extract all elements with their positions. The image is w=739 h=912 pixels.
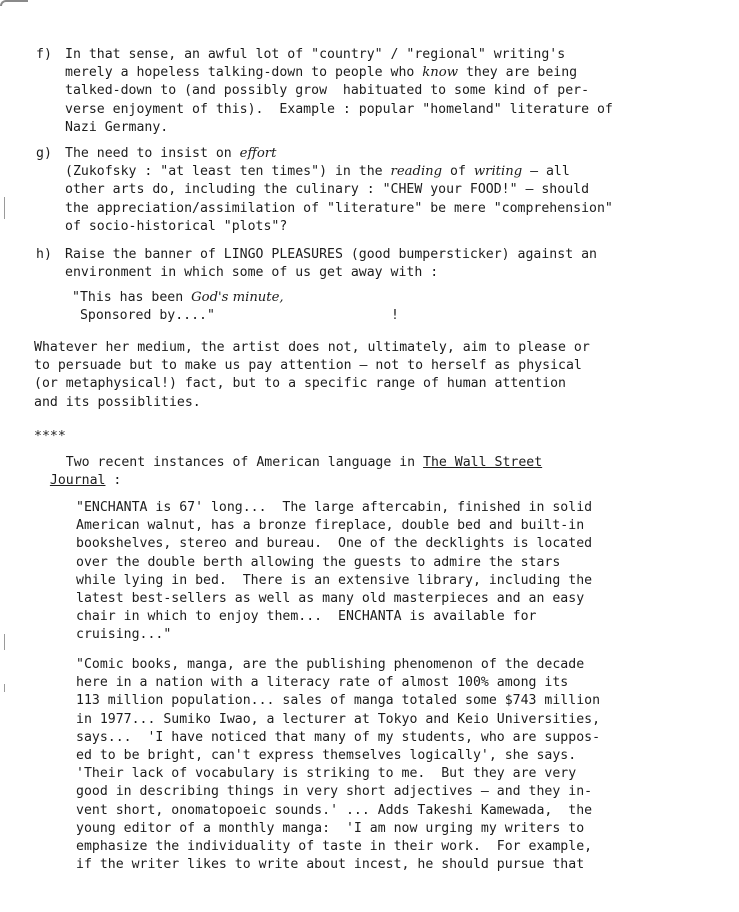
text-line: young editor of a monthly manga: 'I am now urging my writers to (76, 820, 585, 836)
text-line: over the double berth allowing the guests to admire the stars (76, 554, 561, 570)
margin-mark (4, 197, 5, 219)
quote-manga (76, 656, 600, 874)
text-line: 'Their lack of vocabulary is striking to me. But they are very (76, 766, 577, 782)
text-line (34, 472, 542, 490)
underlined-run: Journal (49, 473, 106, 489)
text-run: Sponsored by...." (72, 308, 215, 324)
section-separator (34, 428, 66, 446)
text-line: "ENCHANTA is 67' long... The large aftercabin, finished in solid (76, 500, 593, 515)
italic-run: effort (239, 146, 277, 161)
text-line: chair in which to enjoy them... ENCHANTA is available for (76, 609, 537, 625)
text-line: the appreciation/assimilation of "literature" be mere "comprehension" (65, 200, 613, 216)
sponsor-quote (72, 289, 399, 325)
text-line: ed to be bright, can't express themselves logically', she says. (76, 748, 577, 764)
text-line: Whatever her medium, the artist does not, ultimately, aim to please or (34, 340, 590, 355)
text-run: merely a hopeless talking-down to people who (65, 65, 423, 81)
text-line: environment in which some of us get away with : (65, 265, 439, 281)
margin-mark (4, 634, 5, 650)
closing-paragraph (34, 339, 590, 412)
text-line: Nazi Germany. (65, 119, 169, 135)
text-line (65, 64, 613, 82)
text-line: cruising..." (76, 627, 172, 643)
text-line: of socio-historical "plots"? (65, 218, 288, 234)
text-line: 113 million population... sales of manga totaled some $743 million (76, 693, 601, 709)
text-line: Raise the banner of LINGO PLEASURES (good bumpersticker) against an (65, 247, 597, 262)
item-marker: g) (36, 146, 52, 161)
item-marker: f) (36, 47, 52, 62)
text-run: they are being (458, 65, 578, 81)
quote-enchanta (76, 499, 592, 645)
text-line (65, 145, 613, 163)
text-line: other arts do, including the culinary : "CHEW your FOOD!" — should (65, 182, 590, 198)
text-line: talked-down to (and possibly grow habituated to some kind of per- (65, 83, 590, 99)
text-line: "Comic books, manga, are the publishing phenomenon of the decade (76, 657, 585, 672)
text-line: American walnut, has a bronze fireplace, double bed and built-in (76, 518, 585, 534)
italic-run: writing (473, 164, 523, 180)
margin-mark (4, 684, 5, 692)
italic-run: know (422, 65, 458, 81)
text-run: — all (522, 164, 570, 180)
text-line: and its possiblities. (34, 394, 201, 410)
text-run: (Zukofsky : "at least ten times") in the (65, 164, 391, 180)
italic-run: reading (390, 164, 443, 180)
text-line: here in a nation with a literacy rate of almost 100% among its (76, 675, 569, 691)
text-line: good in describing things in very short adjectives — and they in- (76, 784, 593, 800)
text-line: bookshelves, stereo and bureau. One of the decklights is located (76, 536, 593, 552)
text-run: of (442, 164, 474, 180)
item-g (36, 145, 613, 236)
text-line: emphasize the individuality of taste in their work. For example, (76, 839, 593, 855)
text-run: Two recent instances of American language in (65, 455, 424, 470)
text-line: vent short, onomatopoeic sounds.' ... Adds Takeshi Kamewada, the (76, 802, 593, 818)
text-run: "This has been (72, 290, 192, 305)
text-line: latest best-sellers as well as many old masterpieces and an easy (76, 591, 585, 607)
wsj-intro (34, 454, 542, 490)
item-f (36, 46, 613, 137)
text-line: In that sense, an awful lot of "country" / "regional" writing's (65, 47, 566, 62)
text-line: verse enjoyment of this). Example : popular "homeland" literature of (65, 101, 613, 117)
item-h (36, 246, 597, 282)
exclamation-mark: ! (391, 308, 399, 324)
item-marker: h) (36, 247, 52, 262)
text-line: (or metaphysical!) fact, but to a specific range of human attention (34, 376, 566, 392)
text-line: in 1977... Sumiko Iwao, a lecturer at Tokyo and Keio Universities, (76, 711, 601, 727)
text-run: The need to insist on (65, 146, 240, 161)
text-line: to persuade but to make us pay attention — not to herself as physical (34, 358, 582, 374)
text-line: says... 'I have noticed that many of my students, who are suppos- (76, 729, 601, 745)
text-line: while lying in bed. There is an extensive library, including the (76, 572, 593, 588)
text-line: if the writer likes to write about incest, he should pursue that (76, 857, 585, 873)
separator-text: **** (34, 429, 66, 444)
text-run: : (105, 473, 122, 489)
text-line (72, 289, 284, 307)
text-line (65, 163, 613, 181)
underlined-run: The Wall Street (423, 455, 543, 470)
italic-run: God's minute, (191, 290, 284, 305)
text-line (34, 454, 542, 472)
page-corner-mark (0, 0, 28, 6)
text-line (72, 307, 399, 325)
